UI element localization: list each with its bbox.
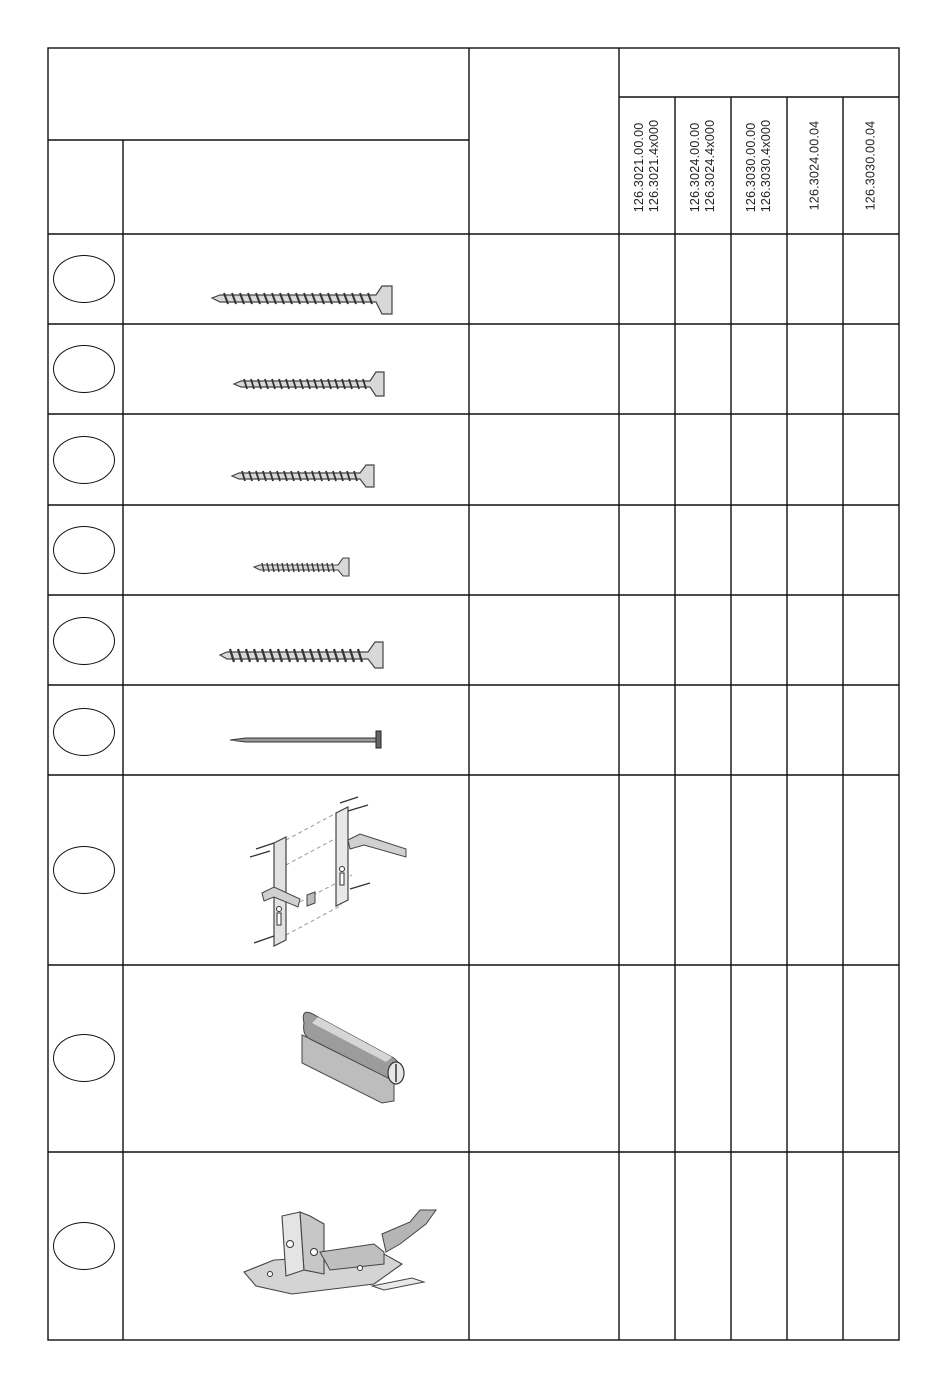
model-column-header <box>619 97 675 234</box>
model-number: 126.3030.4x000 <box>759 119 773 212</box>
part-number-circle <box>53 436 115 484</box>
door-handle-set-icon <box>124 775 469 965</box>
model-column-header <box>787 97 843 234</box>
part-number-circle <box>53 255 115 303</box>
model-column-header <box>675 97 731 234</box>
long-wood-screw-icon <box>124 234 469 324</box>
model-column-header <box>731 97 787 234</box>
short-wood-screw-icon <box>124 505 469 595</box>
part-number-circle <box>53 708 115 756</box>
model-number: 126.3024.00.04 <box>807 120 822 211</box>
coarse-wood-screw-icon <box>124 595 469 685</box>
model-number: 126.3024.4x000 <box>703 119 717 212</box>
model-number: 126.3024.00.00 <box>688 122 702 212</box>
part-number-circle <box>53 1222 115 1270</box>
model-number: 126.3030.00.00 <box>744 122 758 212</box>
model-column-header <box>843 97 899 234</box>
lock-cylinder-icon <box>124 965 469 1152</box>
latch-bolt-icon <box>124 1152 469 1340</box>
part-number-circle <box>53 345 115 393</box>
model-number: 126.3030.00.04 <box>863 120 878 211</box>
medium-wood-screw-icon <box>124 324 469 414</box>
part-number-circle <box>53 617 115 665</box>
part-number-circle <box>53 526 115 574</box>
model-number: 126.3021.00.00 <box>632 122 646 212</box>
part-number-circle <box>53 1034 115 1082</box>
medium-wood-screw-icon <box>124 414 469 505</box>
part-number-circle <box>53 846 115 894</box>
nail-icon <box>124 685 469 775</box>
model-number: 126.3021.4x000 <box>647 119 661 212</box>
